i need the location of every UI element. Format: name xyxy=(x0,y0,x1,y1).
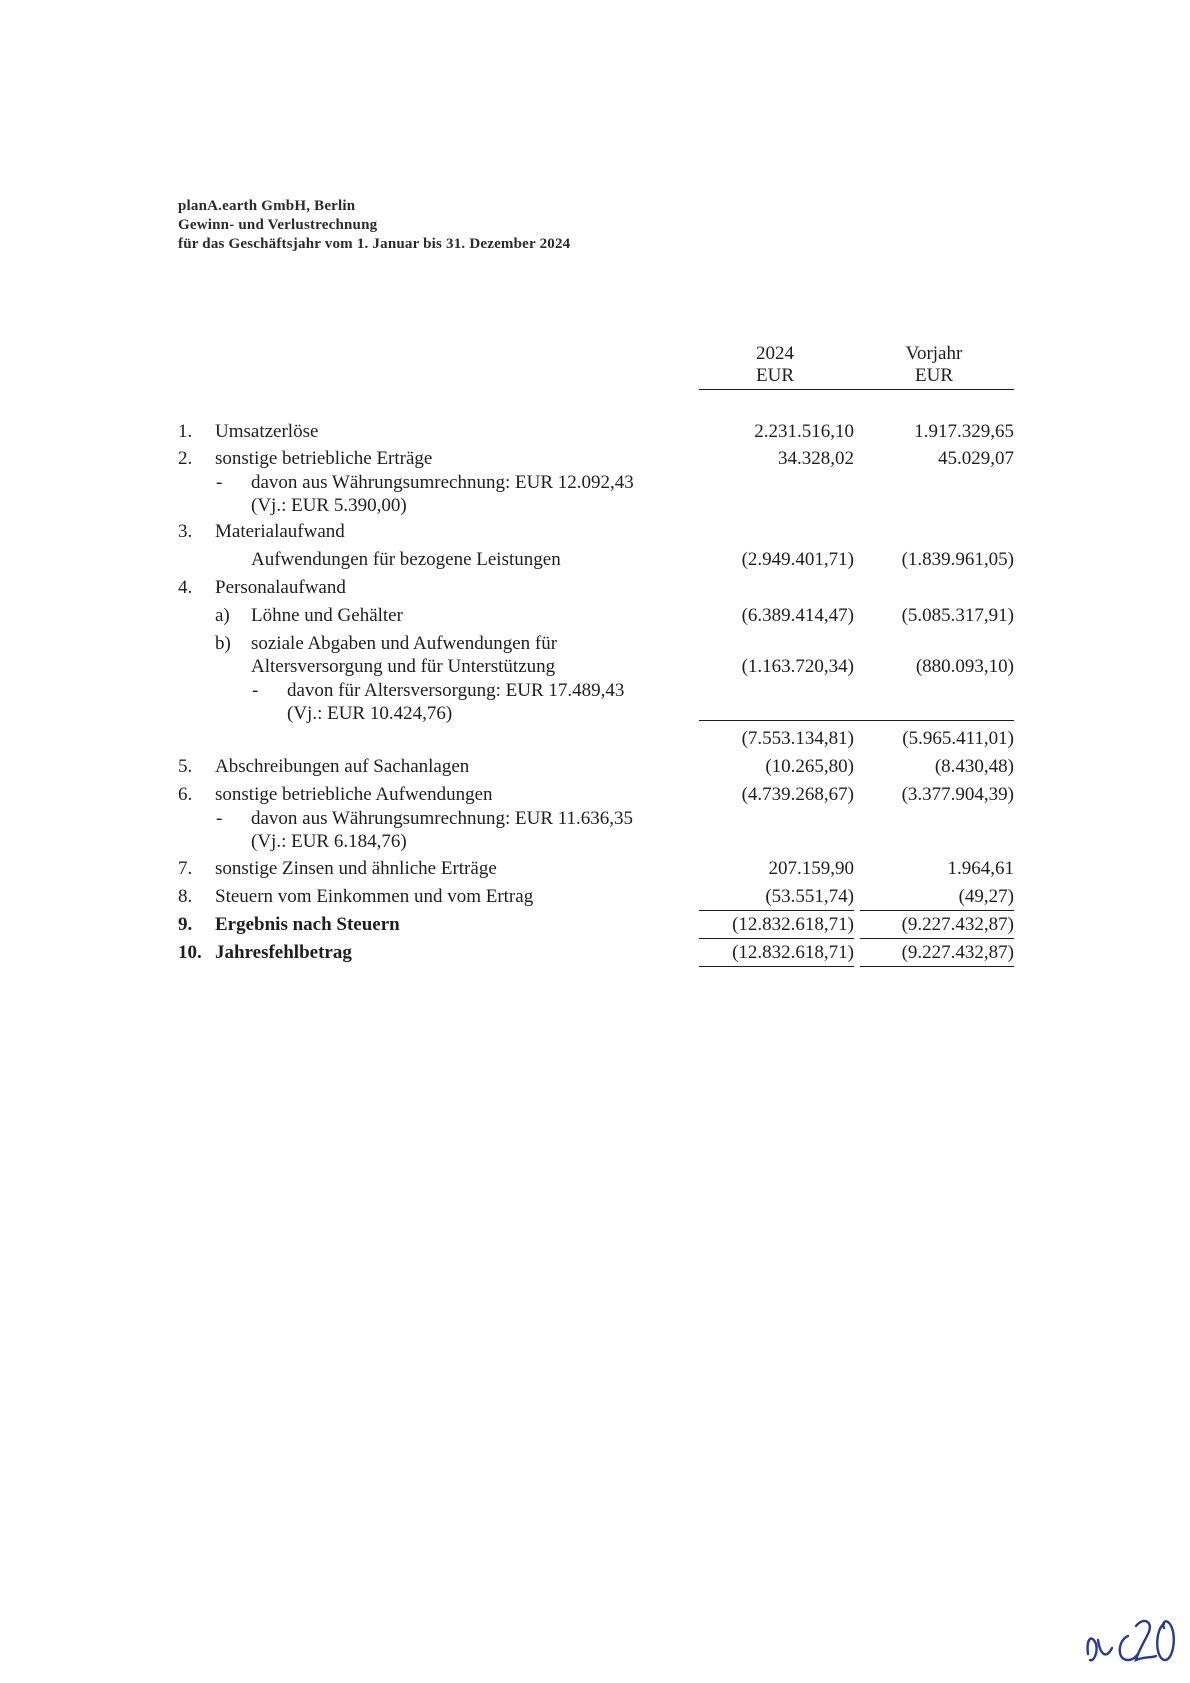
value-current-result-after-tax: (12.832.618,71) xyxy=(732,914,854,935)
value-current-wages: (6.389.414,47) xyxy=(741,605,854,626)
sub-prior-fx-expenses: (Vj.: EUR 6.184,76) xyxy=(251,831,407,852)
row-label-net-loss: Jahresfehlbetrag xyxy=(215,942,352,963)
row-number: 9. xyxy=(178,914,193,935)
value-current-other-income: 34.328,02 xyxy=(778,448,854,469)
sub-dash: - xyxy=(216,472,223,493)
row-label-personnel: Personalaufwand xyxy=(215,577,346,598)
document-header xyxy=(178,197,570,254)
column-unit-current: EUR xyxy=(756,365,794,386)
column-year-current: 2024 xyxy=(756,343,794,364)
row-number: 4. xyxy=(178,577,193,598)
value-prior-social: (880.093,10) xyxy=(915,656,1014,677)
value-prior-interest-income: 1.964,61 xyxy=(947,858,1014,879)
rule-current xyxy=(699,938,854,939)
row-label-other-expenses: sonstige betriebliche Aufwendungen xyxy=(215,784,493,805)
value-current-taxes: (53.551,74) xyxy=(765,886,854,907)
row-number: 2. xyxy=(178,448,193,469)
value-current-social: (1.163.720,34) xyxy=(741,656,854,677)
sub-label-fx-income: davon aus Währungsumrechnung: EUR 12.092,43 xyxy=(251,472,634,493)
rule-prior xyxy=(860,910,1014,911)
row-number: 1. xyxy=(178,421,193,442)
sub-dash: - xyxy=(252,680,259,701)
sub-label-fx-expenses: davon aus Währungsumrechnung: EUR 11.636,35 xyxy=(251,808,634,829)
value-current-material: (2.949.401,71) xyxy=(741,549,854,570)
value-current-depreciation: (10.265,80) xyxy=(765,756,854,777)
value-prior-taxes: (49,27) xyxy=(958,886,1014,907)
value-prior-other-income: 45.029,07 xyxy=(938,448,1014,469)
row-label-taxes: Steuern vom Einkommen und vom Ertrag xyxy=(215,886,534,907)
rule-prior xyxy=(860,938,1014,939)
rule-prior xyxy=(860,966,1014,967)
company-name: planA.earth GmbH, Berlin xyxy=(178,198,356,214)
sub-label-social-1: soziale Abgaben und Aufwendungen für xyxy=(251,633,558,654)
row-number: 6. xyxy=(178,784,193,805)
value-current-interest-income: 207.159,90 xyxy=(768,858,854,879)
value-prior-revenue: 1.917.329,65 xyxy=(914,421,1014,442)
value-prior-material: (1.839.961,05) xyxy=(901,549,1014,570)
column-unit-prior: EUR xyxy=(915,365,953,386)
row-number: 5. xyxy=(178,756,193,777)
column-header-prior xyxy=(858,343,1010,387)
value-prior-wages: (5.085.317,91) xyxy=(901,605,1014,626)
row-label-material: Materialaufwand xyxy=(215,521,345,542)
row-label-interest-income: sonstige Zinsen und ähnliche Erträge xyxy=(215,858,497,879)
sub-mark-b: b) xyxy=(215,633,231,654)
value-prior-depreciation: (8.430,48) xyxy=(934,756,1014,777)
value-prior-result-after-tax: (9.227.432,87) xyxy=(901,914,1014,935)
subtotal-rule xyxy=(699,720,1014,721)
sub-label-social-2: Altersversorgung und für Unterstützung xyxy=(251,656,556,677)
header-rule xyxy=(699,389,1014,390)
value-current-net-loss: (12.832.618,71) xyxy=(732,942,854,963)
row-number: 3. xyxy=(178,521,193,542)
row-label-result-after-tax: Ergebnis nach Steuern xyxy=(215,914,400,935)
sub-dash: - xyxy=(216,808,223,829)
column-year-prior: Vorjahr xyxy=(905,343,963,364)
value-prior-personnel-total: (5.965.411,01) xyxy=(902,728,1014,749)
row-number: 10. xyxy=(178,942,202,963)
value-current-revenue: 2.231.516,10 xyxy=(754,421,854,442)
sub-label-pension: davon für Altersversorgung: EUR 17.489,43 xyxy=(287,680,625,701)
value-current-other-expenses: (4.739.268,67) xyxy=(741,784,854,805)
value-prior-net-loss: (9.227.432,87) xyxy=(901,942,1014,963)
column-header-current xyxy=(699,343,851,387)
statement-title: Gewinn- und Verlustrechnung xyxy=(178,217,378,233)
value-current-personnel-total: (7.553.134,81) xyxy=(741,728,854,749)
row-label-revenue: Umsatzerlöse xyxy=(215,421,319,442)
handwritten-initials xyxy=(1082,1610,1182,1672)
row-label-depreciation: Abschreibungen auf Sachanlagen xyxy=(215,756,470,777)
sub-prior-fx-income: (Vj.: EUR 5.390,00) xyxy=(251,495,407,516)
sub-label-purchased-services: Aufwendungen für bezogene Leistungen xyxy=(251,549,561,570)
rule-current xyxy=(699,966,854,967)
statement-period: für das Geschäftsjahr vom 1. Januar bis 31. Dezember 2024 xyxy=(178,236,571,252)
sub-prior-pension: (Vj.: EUR 10.424,76) xyxy=(287,703,453,724)
rule-current xyxy=(699,910,854,911)
value-prior-other-expenses: (3.377.904,39) xyxy=(901,784,1014,805)
row-number: 7. xyxy=(178,858,193,879)
row-label-other-income: sonstige betriebliche Erträge xyxy=(215,448,433,469)
sub-mark-a: a) xyxy=(215,605,230,626)
row-number: 8. xyxy=(178,886,193,907)
sub-label-wages: Löhne und Gehälter xyxy=(251,605,403,626)
